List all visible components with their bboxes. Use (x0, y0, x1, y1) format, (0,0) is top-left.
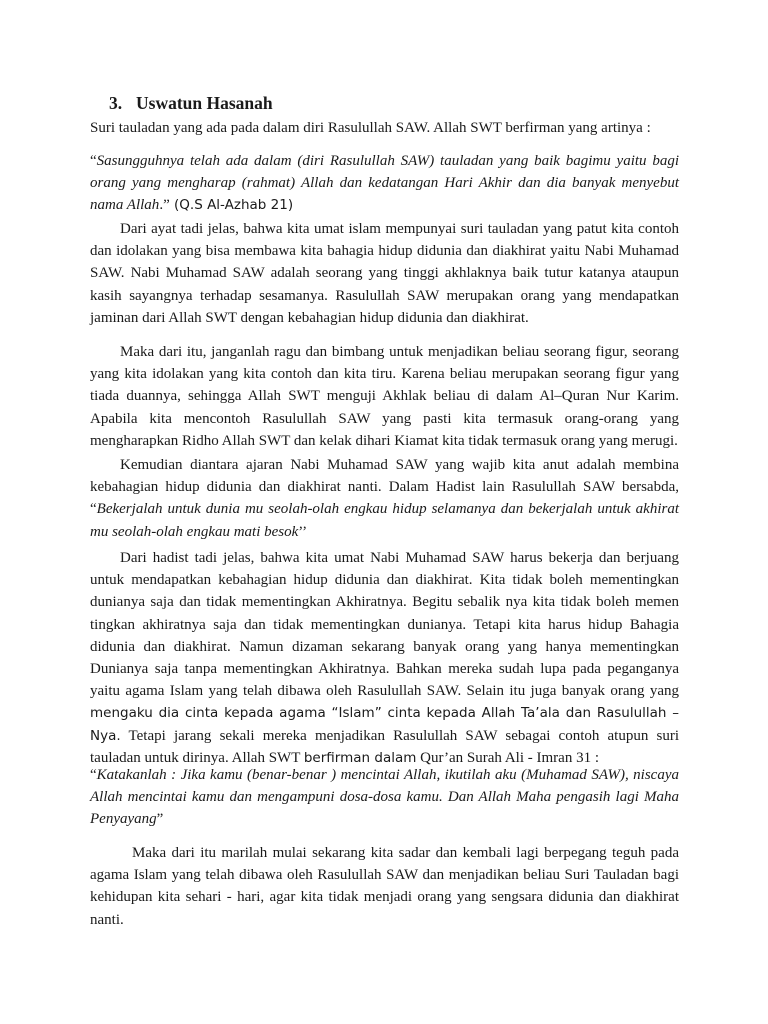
paragraph-5: Maka dari itu marilah mulai sekarang kita sadar dan kembali lagi berpegang teguh pada agama Islam yang telah dibawa oleh Rasulullah SAW dan menjadikan beliau Suri Tauladan bagi kehidupan kita sehari - hari, agar kita tidak menjadi orang yang sengsara didunia dan diakhirat nanti. (90, 845, 679, 928)
paragraph-2: Maka dari itu, janganlah ragu dan bimbang untuk menjadikan beliau seorang figur, seorang yang kita idolakan yang kita contoh dan kita tiru. Karena beliau merupakan seorang figur yang tiada duannya, sehingga Allah SWT menguji Akhlak beliau di dalam Al–Quran Nur Karim. Apabila kita mencontoh Rasulullah SAW yang pasti kita termasuk orang-orang yang mengharapkan Ridho Allah SWT dan kelak dihari Kiamat kita tidak termasuk orang yang merugi. (90, 344, 679, 449)
section-heading (109, 92, 273, 114)
quote-open-mark: “ (90, 153, 97, 169)
quote-close-mark: .” (159, 197, 170, 214)
section-title: Uswatun Hasanah (136, 93, 273, 113)
quote2-open-mark: “ (90, 767, 97, 783)
hadist-close-mark: ’’ (298, 523, 308, 540)
quran-quote-azhab (90, 150, 679, 217)
paragraph-3-text: Kemudian diantara ajaran Nabi Muhamad SAW yang wajib kita anut adalah membina kebahagian hidup didunia dan diakhirat nanti. Dalam Hadist lain Rasulullah SAW bersabda, “ (90, 457, 679, 518)
paragraph-4-part2: mengaku dia cinta kepada agama “Islam” cinta kepada Allah Ta’ala dan Rasulullah – Nya. (90, 705, 679, 744)
quran-quote-ali-imran (90, 764, 679, 831)
paragraph-4-part5: Qur’an Surah Ali - Imran 31 : (416, 749, 599, 766)
quote-source: (Q.S Al-Azhab 21) (169, 197, 294, 214)
paragraph-1: Dari ayat tadi jelas, bahwa kita umat islam mempunyai suri tauladan yang patut kita contoh dan idolakan yang bisa membawa kita bahagia hidup didunia dan diakhirat yaitu Nabi Muhamad SAW. Nabi Muhamad SAW adalah seorang yang tinggi akhlaknya baik tutur katanya ataupun kasih sayangnya terhadap sesamanya. Rasulullah SAW merupakan orang yang mendapatkan jaminan dari Allah SWT dengan kebahagian hidup didunia dan diakhirat. (90, 221, 679, 326)
paragraph-3 (90, 454, 679, 543)
paragraph-4-part3: Tetapi jarang sekali mereka menjadikan Rasulullah SAW sebagai contoh atupun suri tauladan untuk dirinya. Allah SWT (90, 727, 679, 766)
section-number: 3. (109, 93, 123, 113)
paragraph-4-part4: berfirman dalam (303, 749, 417, 766)
paragraph-4 (90, 547, 679, 769)
quote-text: Sasungguhnya telah ada dalam (diri Rasulullah SAW) tauladan yang baik bagimu yaitu bagi orang yang mengharap (rahmat) Allah dan kedatangan Hari Akhir dan dia banyak menyebut nama Allah (90, 153, 679, 214)
intro-paragraph: Suri tauladan yang ada pada dalam diri Rasulullah SAW. Allah SWT berfirman yang artinya : (90, 120, 651, 136)
hadist-quote: Bekerjalah untuk dunia mu seolah-olah engkau hidup selamanya dan bekerjalah untuk akhirat mu seolah-olah engkau mati besok (90, 501, 679, 540)
quote2-text: Katakanlah : Jika kamu (benar-benar ) mencintai Allah, ikutilah aku (Muhamad SAW), niscaya Allah mencintai kamu dan mengampuni dosa-dosa kamu. Dan Allah Maha pengasih lagi Maha Penyayang (90, 767, 679, 828)
quote2-close-mark: ” (156, 811, 164, 828)
paragraph-4-part1: Dari hadist tadi jelas, bahwa kita umat Nabi Muhamad SAW harus bekerja dan berjuang untuk mendapatkan kebahagian hidup didunia dan diakhirat. Kita tidak boleh mementingkan dunianya saja dan tidak mementingkan Akhiratnya. Begitu sebalik nya kita tidak boleh memen tingkan akhiratnya saja dan tidak mementingkan dunianya. Tetapi kita harus hidup Bahagia didunia dan diakhirat. Namun dizaman sekarang banyak orang yang hanya mementingkan Dunianya saja tanpa mementingkan Akhiratnya. Bahkan mereka sudah lupa pada peganganya yaitu agama Islam yang telah dibawa oleh Rasulullah SAW. Selain itu juga banyak orang yang (90, 550, 679, 700)
